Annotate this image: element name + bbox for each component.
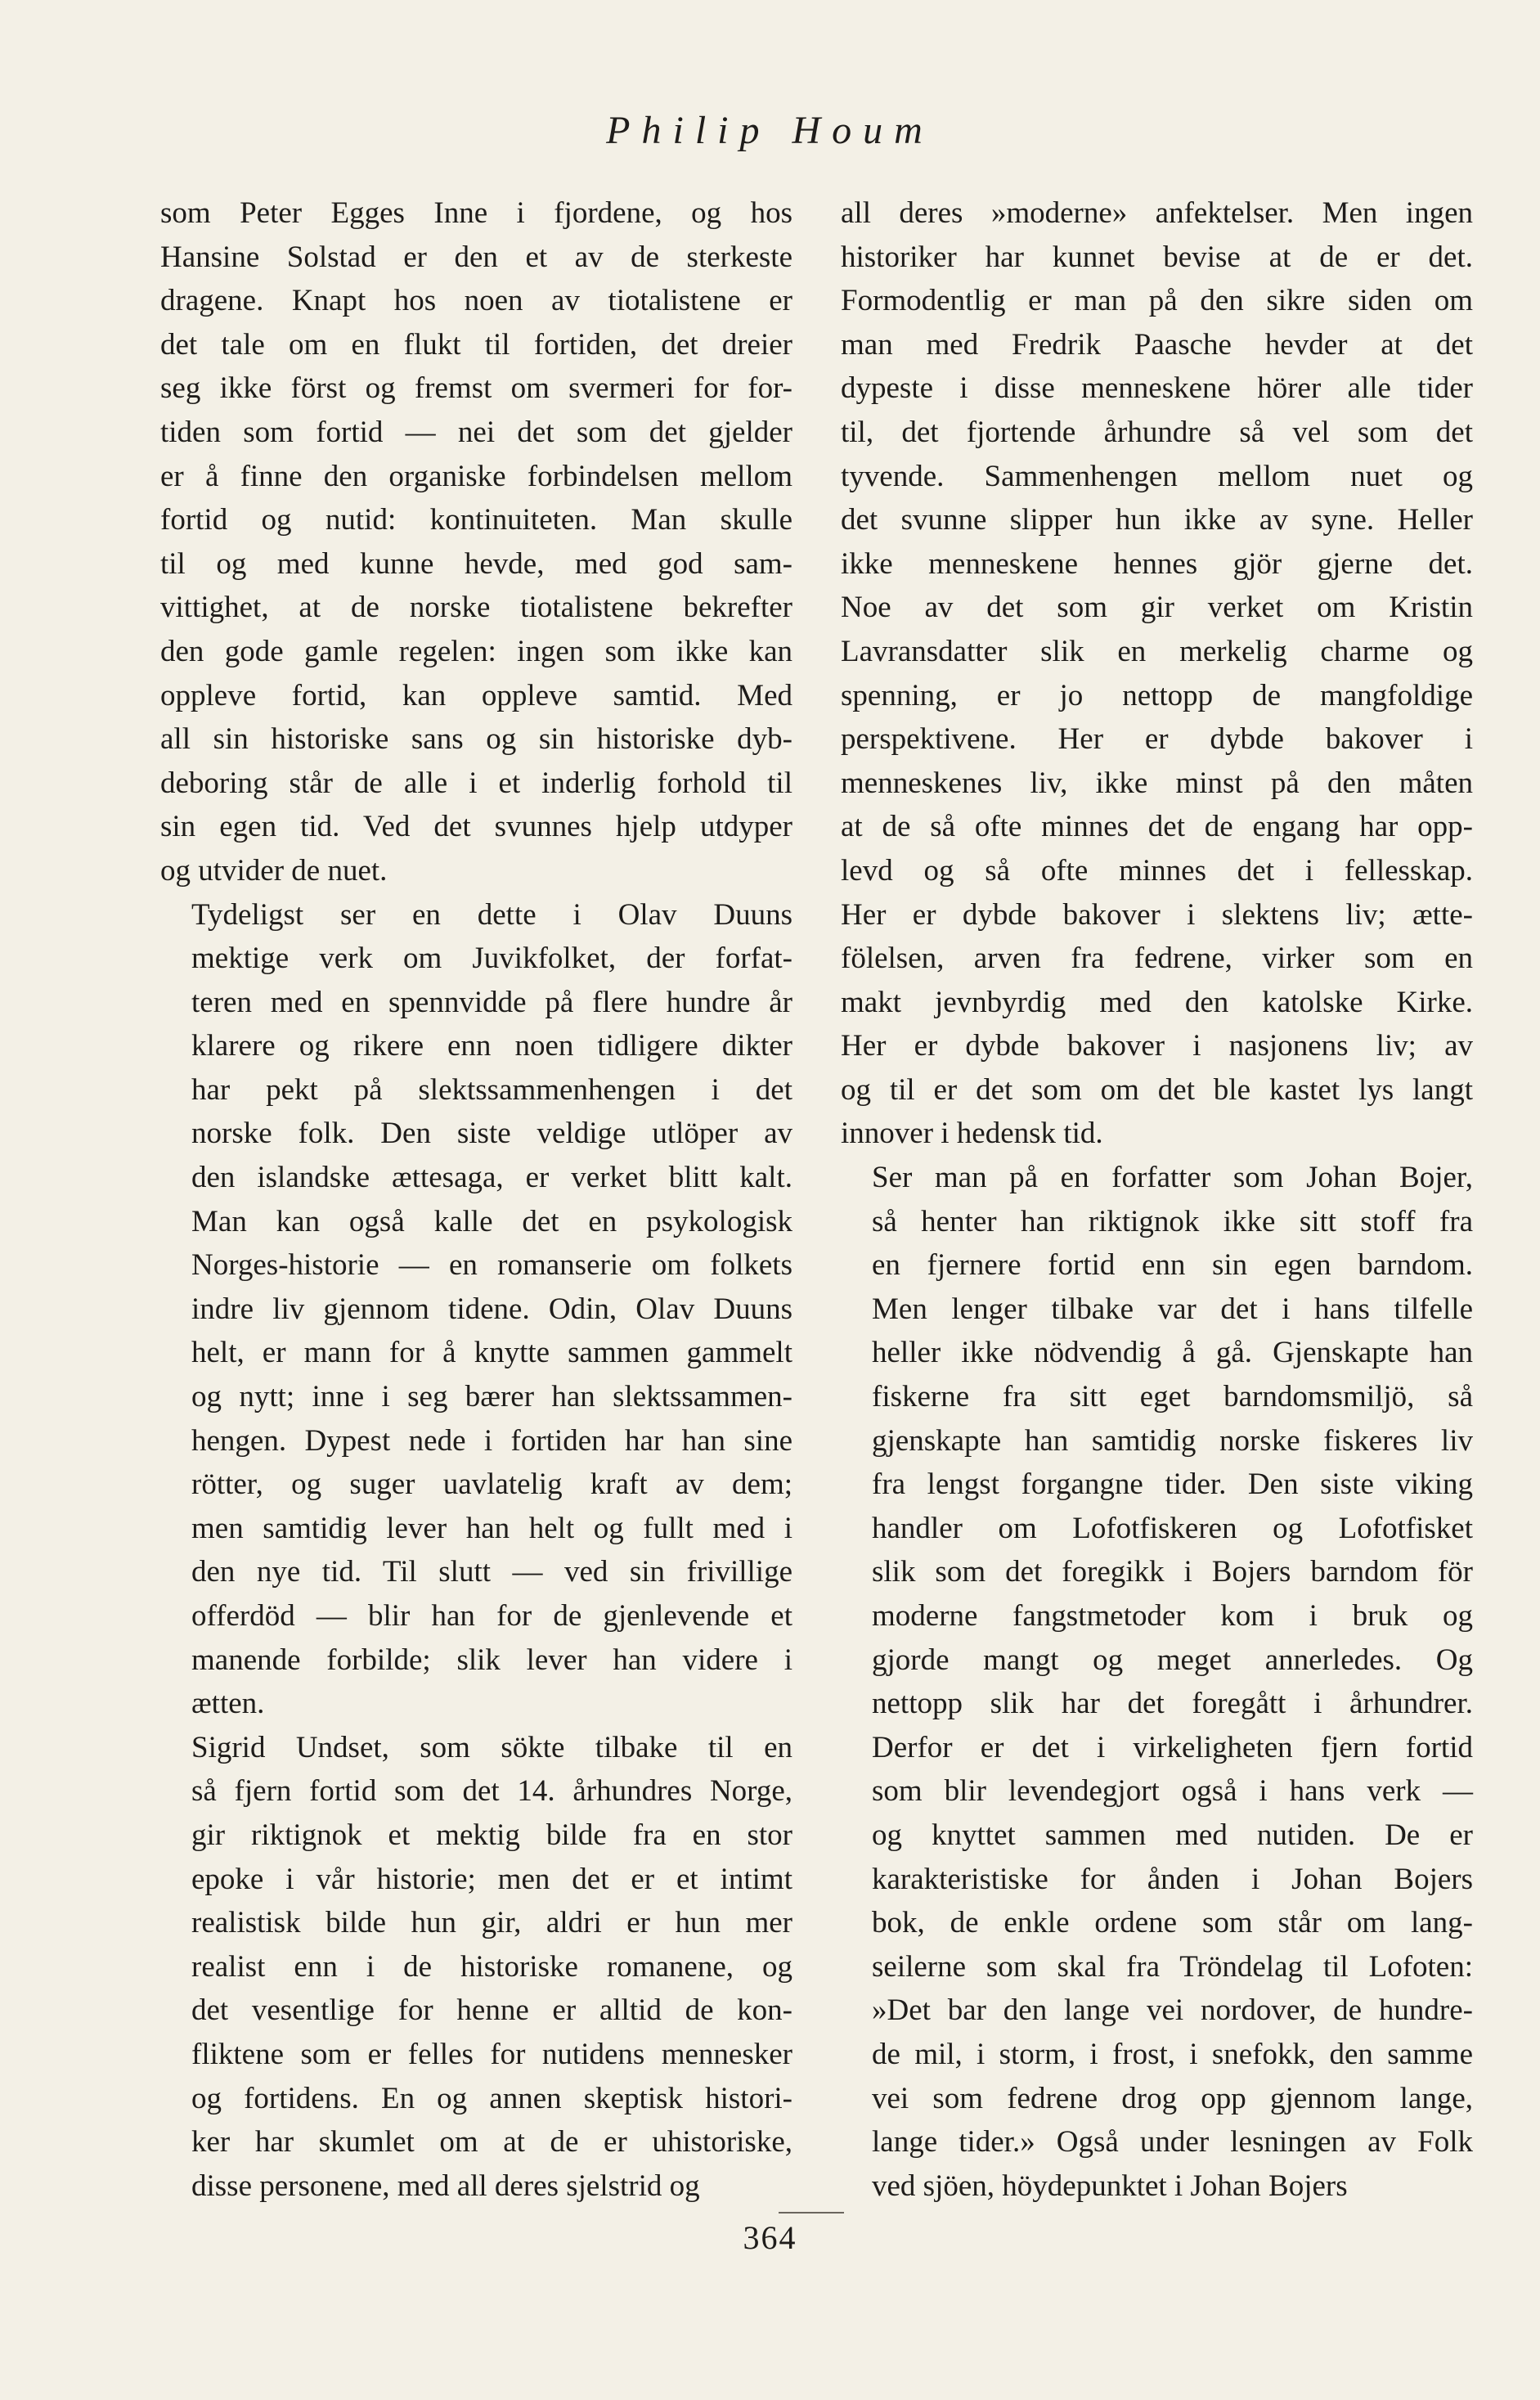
text-line: manende forbilde; slik lever han videre i — [191, 1643, 792, 1677]
text-line: fiskerne fra sitt eget barndomsmiljö, så — [872, 1380, 1473, 1414]
text-line: hengen. Dypest nede i fortiden har han sine — [191, 1423, 792, 1458]
text-line: all deres »moderne» anfektelser. Men ingen — [841, 196, 1473, 230]
paragraph — [160, 893, 792, 1726]
text-line: nettopp slik har det foregått i århundrer. — [872, 1687, 1473, 1721]
text-line: men samtidig lever han helt og fullt med i — [191, 1511, 792, 1545]
text-line: ved sjöen, höydepunktet i Johan Bojers — [872, 2169, 1348, 2203]
paragraph — [160, 191, 792, 893]
text-line: fölelsen, arven fra fedrene, virker som en — [841, 942, 1473, 976]
text-line: all sin historiske sans og sin historiske dyb- — [160, 722, 792, 757]
text-line: disse personene, med all deres sjelstrid og — [191, 2169, 700, 2203]
text-line: ker har skumlet om at de er uhistoriske, — [191, 2125, 792, 2160]
text-line: seg ikke först og fremst om svermeri for for- — [160, 371, 792, 406]
text-line: Norges-historie — en romanserie om folkets — [191, 1248, 792, 1283]
text-line: Sigrid Undset, som sökte tilbake til en — [191, 1730, 792, 1764]
text-line: menneskenes liv, ikke minst på den måten — [841, 766, 1473, 800]
text-line: realistisk bilde hun gir, aldri er hun mer — [191, 1906, 792, 1940]
text-line: Derfor er det i virkeligheten fjern fortid — [872, 1730, 1473, 1764]
text-line: til, det fjortende århundre så vel som det — [841, 415, 1473, 449]
text-line: tiden som fortid — nei det som det gjelder — [160, 415, 792, 449]
text-line: tyvende. Sammenhengen mellom nuet og — [841, 459, 1473, 493]
text-line: gjenskapte han samtidig norske fiskeres liv — [872, 1423, 1473, 1458]
text-line: epoke i vår historie; men det er et intimt — [191, 1862, 792, 1896]
text-line: makt jevnbyrdig med den katolske Kirke. — [841, 985, 1473, 1019]
text-line: og fortidens. En og annen skeptisk histori- — [191, 2081, 792, 2115]
text-line: oppleve fortid, kan oppleve samtid. Med — [160, 678, 792, 712]
text-line: en fjernere fortid enn sin egen barndom. — [872, 1248, 1473, 1283]
text-line: deboring står de alle i et inderlig forhold til — [160, 766, 792, 800]
text-line: mektige verk om Juvikfolket, der forfat- — [191, 942, 792, 976]
text-line: er å finne den organiske forbindelsen mellom — [160, 459, 792, 493]
text-line: handler om Lofotfiskeren og Lofotfisket — [872, 1511, 1473, 1545]
text-line: sin egen tid. Ved det svunnes hjelp utdyper — [160, 810, 792, 844]
text-line: gjorde mangt og meget annerledes. Og — [872, 1643, 1473, 1677]
text-line: perspektivene. Her er dybde bakover i — [841, 722, 1473, 757]
text-line: historiker har kunnet bevise at de er det. — [841, 240, 1473, 274]
right-column — [841, 191, 1473, 2208]
running-head: Philip Houm — [606, 109, 934, 152]
text-line: realist enn i de historiske romanene, og — [191, 1949, 792, 1984]
text-line: innover i hedensk tid. — [841, 1117, 1103, 1151]
text-line: at de så ofte minnes det de engang har opp- — [841, 810, 1473, 844]
text-line: den gode gamle regelen: ingen som ikke kan — [160, 634, 792, 668]
text-line: fra lengst forgangne tider. Den siste viking — [872, 1467, 1473, 1502]
text-line: gir riktignok et mektig bilde fra en stor — [191, 1818, 792, 1852]
text-line: som blir levendegjort også i hans verk — — [872, 1774, 1473, 1809]
text-line: ikke menneskene hennes gjör gjerne det. — [841, 546, 1473, 581]
text-line: levd og så ofte minnes det i fellesskap. — [841, 853, 1473, 888]
text-line: teren med en spennvidde på flere hundre år — [191, 985, 792, 1019]
text-line: Noe av det som gir verket om Kristin — [841, 591, 1473, 625]
text-line: Lavransdatter slik en merkelig charme og — [841, 634, 1473, 668]
text-line: den nye tid. Til slutt — ved sin frivillige — [191, 1555, 792, 1589]
text-line: og utvider de nuet. — [160, 853, 388, 888]
page-number: 364 — [743, 2219, 797, 2256]
text-line: Man kan også kalle det en psykologisk — [191, 1204, 792, 1238]
text-line: spenning, er jo nettopp de mangfoldige — [841, 678, 1473, 712]
paragraph — [160, 1726, 792, 2209]
text-line: Ser man på en forfatter som Johan Bojer, — [872, 1161, 1473, 1195]
text-line: til og med kunne hevde, med god sam- — [160, 546, 792, 581]
text-line: Her er dybde bakover i nasjonens liv; av — [841, 1029, 1473, 1063]
text-line: lange tider.» Også under lesningen av Folk — [872, 2125, 1473, 2160]
text-line: Hansine Solstad er den et av de sterkeste — [160, 240, 792, 274]
text-line: de mil, i storm, i frost, i snefokk, den samme — [872, 2037, 1473, 2071]
text-line: Formodentlig er man på den sikre siden om — [841, 284, 1473, 318]
text-line: Tydeligst ser en dette i Olav Duuns — [191, 897, 792, 932]
text-line: offerdöd — blir han for de gjenlevende et — [191, 1599, 792, 1633]
paragraph — [841, 1156, 1473, 2208]
text-line: det vesentlige for henne er alltid de kon- — [191, 1993, 792, 2028]
text-line: fliktene som er felles for nutidens mennesker — [191, 2037, 792, 2071]
text-line: dypeste i disse menneskene hörer alle tider — [841, 371, 1473, 406]
text-line: »Det bar den lange vei nordover, de hundre- — [872, 1993, 1473, 2028]
text-line: slik som det foregikk i Bojers barndom för — [872, 1555, 1473, 1589]
left-column — [160, 191, 792, 2208]
folio-rule — [779, 2212, 844, 2213]
text-line: ætten. — [191, 1687, 265, 1721]
text-line: det tale om en flukt til fortiden, det dreier — [160, 327, 792, 362]
text-line: vittighet, at de norske tiotalistene bekrefter — [160, 591, 792, 625]
text-line: klarere og rikere enn noen tidligere dikter — [191, 1029, 792, 1063]
text-line: så fjern fortid som det 14. århundres Norge, — [191, 1774, 792, 1809]
text-line: har pekt på slektssammenhengen i det — [191, 1072, 792, 1107]
text-line: bok, de enkle ordene som står om lang- — [872, 1906, 1473, 1940]
text-line: moderne fangstmetoder kom i bruk og — [872, 1599, 1473, 1633]
text-line: Men lenger tilbake var det i hans tilfelle — [872, 1292, 1473, 1326]
text-line: karakteristiske for ånden i Johan Bojers — [872, 1862, 1473, 1896]
text-line: Her er dybde bakover i slektens liv; ætte- — [841, 897, 1473, 932]
text-line: vei som fedrene drog opp gjennom lange, — [872, 2081, 1473, 2115]
paragraph — [841, 191, 1473, 1156]
text-line: seilerne som skal fra Tröndelag til Lofoten: — [872, 1949, 1473, 1984]
text-line: man med Fredrik Paasche hevder at det — [841, 327, 1473, 362]
text-line: og til er det som om det ble kastet lys langt — [841, 1072, 1473, 1107]
text-line: og knyttet sammen med nutiden. De er — [872, 1818, 1473, 1852]
text-line: dragene. Knapt hos noen av tiotalistene er — [160, 284, 792, 318]
text-line: så henter han riktignok ikke sitt stoff fra — [872, 1204, 1473, 1238]
text-line: som Peter Egges Inne i fjordene, og hos — [160, 196, 792, 230]
text-line: heller ikke nödvendig å gå. Gjenskapte han — [872, 1336, 1473, 1370]
text-line: rötter, og suger uavlatelig kraft av dem; — [191, 1467, 792, 1502]
text-line: helt, er mann for å knytte sammen gammelt — [191, 1336, 792, 1370]
text-line: norske folk. Den siste veldige utlöper av — [191, 1117, 792, 1151]
text-line: den islandske ættesaga, er verket blitt kalt. — [191, 1161, 792, 1195]
text-line: og nytt; inne i seg bærer han slektssammen- — [191, 1380, 792, 1414]
text-line: fortid og nutid: kontinuiteten. Man skulle — [160, 503, 792, 537]
text-line: indre liv gjennom tidene. Odin, Olav Duuns — [191, 1292, 792, 1326]
text-line: det svunne slipper hun ikke av syne. Heller — [841, 503, 1473, 537]
